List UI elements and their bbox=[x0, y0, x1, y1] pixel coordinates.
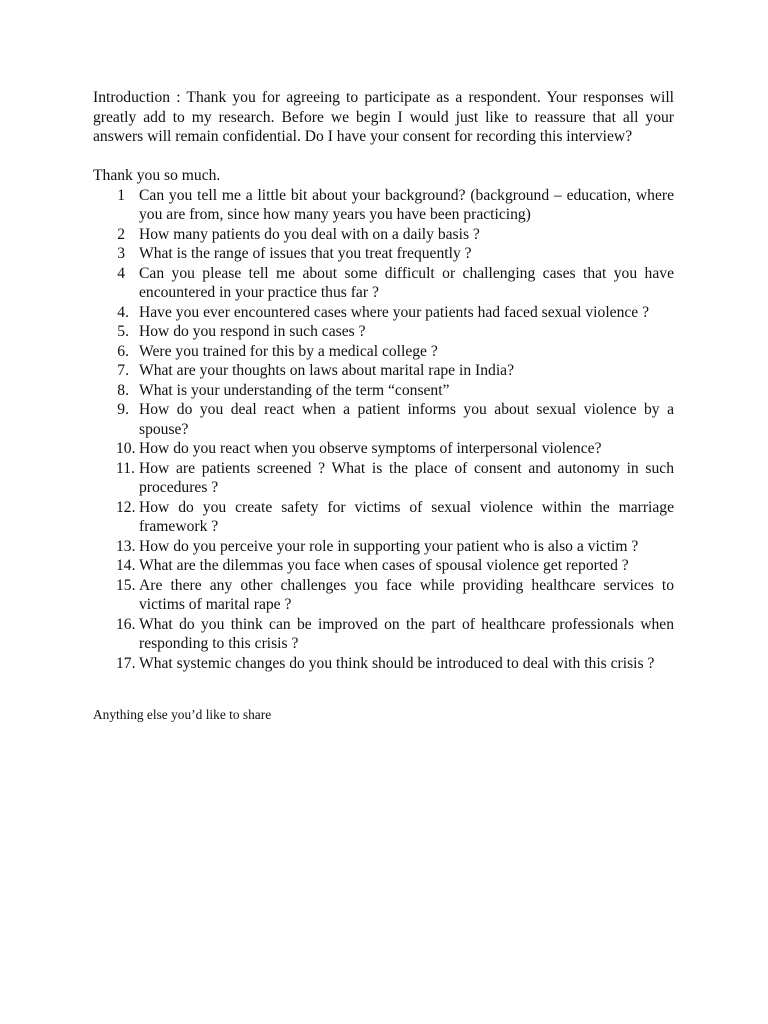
question-number: 15. bbox=[116, 576, 136, 594]
question-number: 13. bbox=[116, 537, 136, 555]
introduction-paragraph: Introduction : Thank you for agreeing to participate as a respondent. Your responses will greatly add to my research. Before we begin I would just like to reassure that all your answers will remain confidential. Do I have your consent for recording this interview? bbox=[93, 89, 674, 145]
question-text: How do you respond in such cases ? bbox=[139, 323, 366, 340]
question-text: What do you think can be improved on the part of healthcare professionals when responding to this crisis ? bbox=[139, 615, 674, 652]
question-item bbox=[93, 225, 674, 245]
question-text: Are there any other challenges you face while providing healthcare services to victims of marital rape ? bbox=[139, 576, 674, 613]
question-list bbox=[93, 186, 674, 674]
question-text: Have you ever encountered cases where your patients had faced sexual violence ? bbox=[139, 303, 650, 321]
question-text: How do you react when you observe symptoms of interpersonal violence? bbox=[139, 440, 602, 457]
question-item bbox=[93, 537, 674, 557]
question-number: 4. bbox=[117, 303, 129, 321]
question-text: What are the dilemmas you face when cases of spousal violence get reported ? bbox=[139, 557, 629, 574]
question-item bbox=[93, 361, 674, 381]
question-item bbox=[93, 322, 674, 342]
closing-line: Anything else you’d like to share bbox=[93, 707, 272, 722]
question-number: 16. bbox=[116, 615, 136, 633]
question-number: 14. bbox=[116, 557, 136, 574]
question-number: 7. bbox=[117, 362, 129, 379]
question-item bbox=[93, 615, 674, 654]
question-text: How do you create safety for victims of sexual violence within the marriage framework ? bbox=[139, 498, 674, 535]
question-number: 2 bbox=[117, 225, 125, 243]
thanks-line: Thank you so much. bbox=[93, 167, 221, 184]
question-item bbox=[93, 556, 674, 576]
question-item bbox=[93, 342, 674, 362]
question-number: 5. bbox=[117, 323, 129, 340]
question-item bbox=[93, 303, 674, 323]
question-item bbox=[93, 459, 674, 498]
question-number: 17. bbox=[116, 654, 136, 672]
question-item bbox=[93, 576, 674, 615]
question-text: How many patients do you deal with on a daily basis ? bbox=[139, 225, 480, 243]
question-text: How are patients screened ? What is the place of consent and autonomy in such procedures ? bbox=[139, 459, 674, 496]
question-item bbox=[93, 381, 674, 401]
document-page bbox=[93, 88, 674, 723]
question-text: What is the range of issues that you treat frequently ? bbox=[139, 245, 472, 262]
question-item bbox=[93, 244, 674, 264]
question-text: Were you trained for this by a medical college ? bbox=[139, 342, 438, 360]
question-text: Can you please tell me about some difficult or challenging cases that you have encountered in your practice thus far ? bbox=[139, 264, 674, 301]
question-number: 11. bbox=[116, 459, 135, 477]
question-number: 6. bbox=[117, 342, 129, 360]
question-number: 12. bbox=[116, 498, 136, 516]
question-number: 9. bbox=[117, 401, 129, 418]
question-text: What are your thoughts on laws about marital rape in India? bbox=[139, 362, 514, 379]
question-item bbox=[93, 400, 674, 439]
question-text: Can you tell me a little bit about your background? (background – education, where you are from, since how many years you have been practicing) bbox=[139, 186, 674, 223]
question-text: What is your understanding of the term “consent” bbox=[139, 381, 450, 399]
question-item bbox=[93, 264, 674, 303]
question-number: 1 bbox=[117, 186, 125, 204]
question-text: How do you perceive your role in supporting your patient who is also a victim ? bbox=[139, 537, 639, 555]
question-text: How do you deal react when a patient informs you about sexual violence by a spouse? bbox=[139, 401, 674, 438]
question-number: 8. bbox=[117, 381, 129, 399]
question-item bbox=[93, 186, 674, 225]
question-item bbox=[93, 654, 674, 674]
question-number: 10. bbox=[116, 440, 136, 457]
question-number: 4 bbox=[117, 264, 125, 282]
question-number: 3 bbox=[117, 245, 125, 262]
question-text: What systemic changes do you think should be introduced to deal with this crisis ? bbox=[139, 654, 655, 672]
question-item bbox=[93, 439, 674, 459]
question-item bbox=[93, 498, 674, 537]
